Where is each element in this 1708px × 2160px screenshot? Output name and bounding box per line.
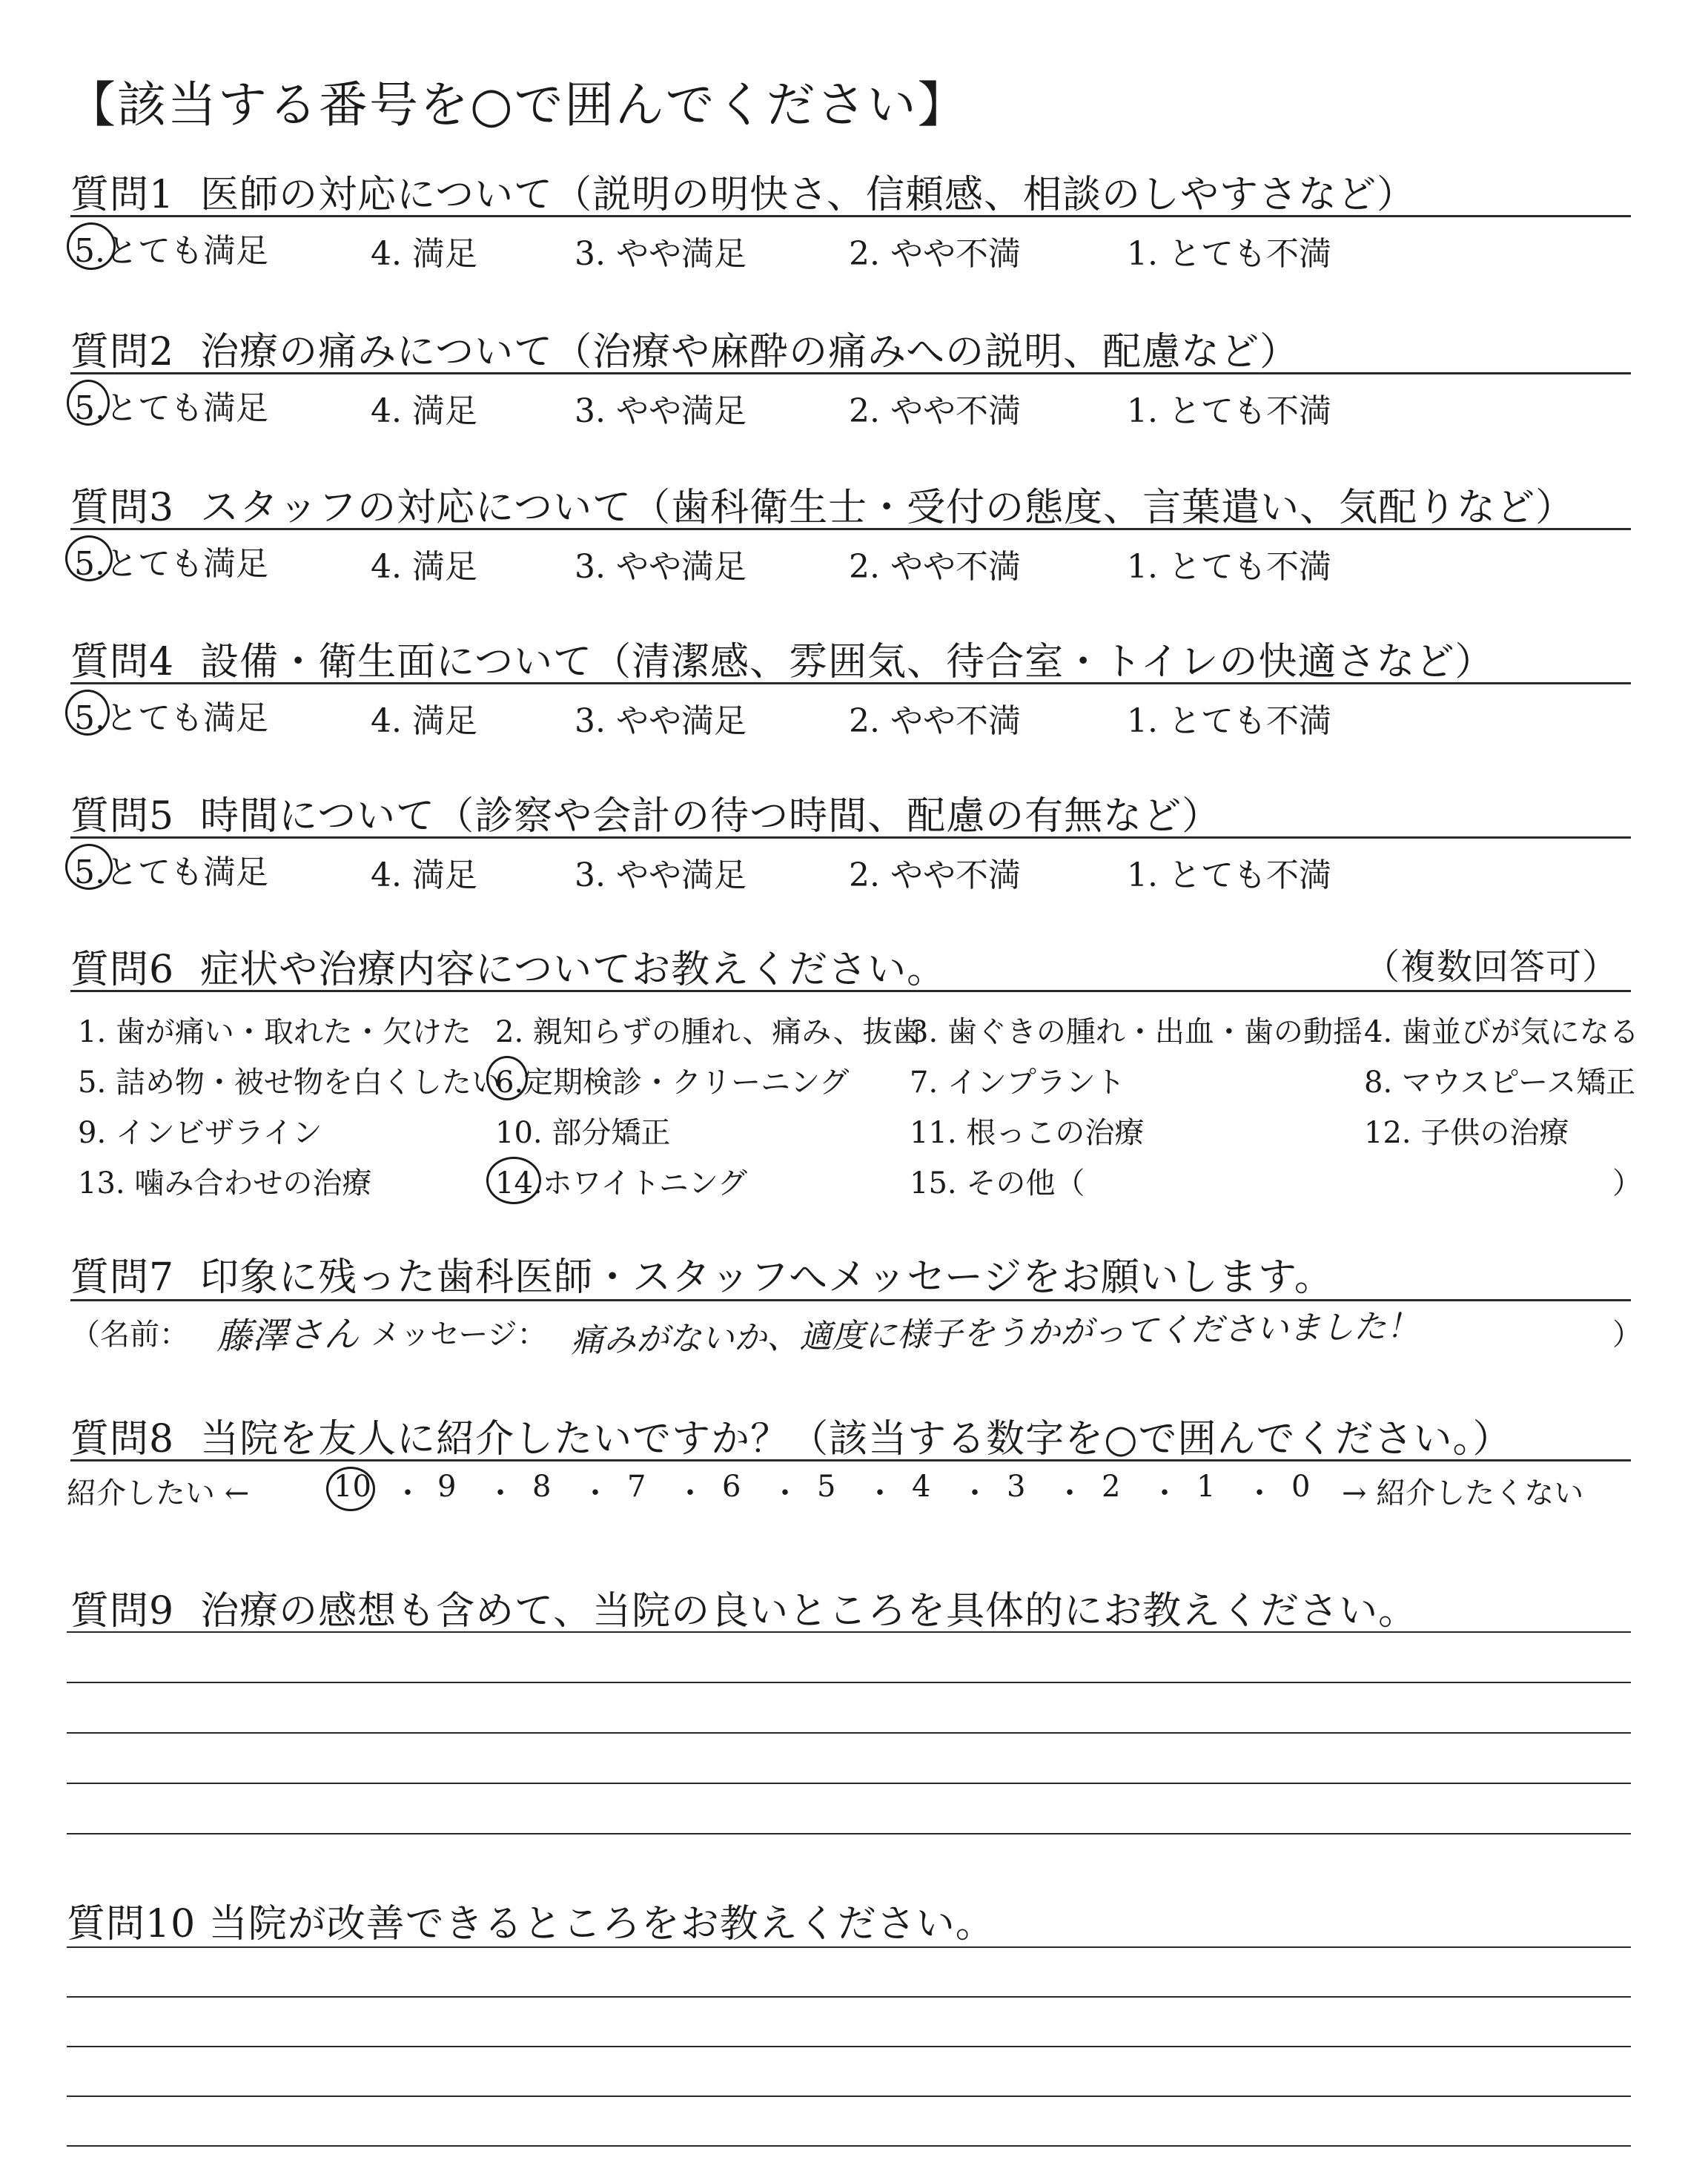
question-5-number: 質問5 bbox=[70, 794, 175, 839]
question-1-text: 医師の対応について（説明の明快さ、信頼感、相談のしやすさなど） bbox=[200, 173, 1417, 217]
q3-option-2[interactable]: 2. やや不満 bbox=[849, 548, 1021, 586]
q5-option-3[interactable]: 3. やや満足 bbox=[575, 856, 747, 894]
q6-selected-circle-6 bbox=[486, 1056, 528, 1100]
question-6-text: 症状や治療内容についてお教えください。 bbox=[200, 948, 947, 992]
question-4 bbox=[70, 630, 1494, 686]
q8-right-label: → 紹介したくない bbox=[1342, 1476, 1584, 1510]
q4-option-5[interactable]: 5.とても満足 bbox=[74, 699, 268, 737]
q8-score-6[interactable]: 6 bbox=[722, 1470, 741, 1504]
q2-option-2[interactable]: 2. やや不満 bbox=[849, 392, 1021, 430]
q4-option-1[interactable]: 1. とても不満 bbox=[1127, 702, 1331, 740]
q5-option-5[interactable]: 5.とても満足 bbox=[74, 853, 268, 891]
answer-line bbox=[67, 1946, 1631, 1948]
q2-selected-circle bbox=[67, 380, 110, 426]
q6-option-14[interactable]: 14.ホワイトニング bbox=[495, 1166, 748, 1200]
q1-option-5[interactable]: 5.とても満足 bbox=[74, 232, 268, 270]
answer-line bbox=[67, 1732, 1631, 1734]
question-7-text: 印象に残った歯科医師・スタッフへメッセージをお願いします。 bbox=[200, 1255, 1334, 1300]
q3-selected-circle bbox=[65, 535, 113, 581]
question-6-number: 質問6 bbox=[70, 948, 175, 992]
divider bbox=[70, 372, 1631, 374]
question-3-number: 質問3 bbox=[70, 486, 175, 530]
q6-selected-circle-14 bbox=[486, 1157, 541, 1204]
q2-option-4[interactable]: 4. 満足 bbox=[371, 392, 477, 430]
question-5 bbox=[70, 785, 1221, 840]
q7-message-value[interactable]: 痛みがないか、適度に様子をうかがってくださいました！ bbox=[570, 1307, 1420, 1360]
page-title: 【該当する番号を○で囲んでください】 bbox=[67, 76, 968, 133]
question-7 bbox=[70, 1246, 1334, 1301]
answer-line bbox=[67, 1996, 1631, 1998]
q7-name-value[interactable]: 藤澤さん bbox=[216, 1313, 360, 1358]
q8-score-3[interactable]: 3 bbox=[1007, 1470, 1026, 1504]
q4-option-2[interactable]: 2. やや不満 bbox=[849, 702, 1021, 740]
answer-line bbox=[67, 1631, 1631, 1633]
q6-option-8[interactable]: 8. マウスピース矯正 bbox=[1364, 1066, 1636, 1100]
q6-option-15-close: ） bbox=[1612, 1166, 1642, 1200]
q3-option-4[interactable]: 4. 満足 bbox=[371, 548, 477, 586]
divider bbox=[70, 836, 1631, 839]
question-6-note: （複数回答可） bbox=[1364, 946, 1619, 988]
q7-message-label: メッセージ： bbox=[371, 1318, 547, 1352]
q3-option-5[interactable]: 5.とても満足 bbox=[74, 545, 268, 583]
q1-option-1[interactable]: 1. とても不満 bbox=[1127, 235, 1331, 273]
question-8-text: 当院を友人に紹介したいですか？（該当する数字を○で囲んでください。） bbox=[200, 1417, 1512, 1462]
q4-selected-circle bbox=[65, 690, 110, 736]
q8-dot: ・ bbox=[865, 1476, 895, 1510]
answer-line bbox=[67, 2095, 1631, 2097]
q8-score-0[interactable]: 0 bbox=[1291, 1470, 1311, 1504]
question-4-number: 質問4 bbox=[70, 640, 175, 684]
divider bbox=[70, 215, 1631, 217]
q8-selected-circle bbox=[326, 1467, 375, 1511]
q8-dot: ・ bbox=[1150, 1476, 1179, 1510]
q6-option-4[interactable]: 4. 歯並びが気になる bbox=[1364, 1015, 1639, 1049]
question-10-text: 当院が改善できるところをお教えください。 bbox=[208, 1902, 995, 1946]
question-9-text: 治療の感想も含めて、当院の良いところを具体的にお教えください。 bbox=[200, 1589, 1418, 1634]
q8-score-1[interactable]: 1 bbox=[1196, 1470, 1216, 1504]
q6-option-5[interactable]: 5. 詰め物・被せ物を白くしたい bbox=[78, 1066, 501, 1100]
q1-option-4[interactable]: 4. 満足 bbox=[371, 235, 477, 273]
q8-left-label: 紹介したい ← bbox=[67, 1476, 250, 1510]
q8-dot: ・ bbox=[770, 1476, 800, 1510]
q8-dot: ・ bbox=[1055, 1476, 1085, 1510]
q8-dot: ・ bbox=[960, 1476, 990, 1510]
q2-option-5[interactable]: 5.とても満足 bbox=[74, 389, 268, 427]
question-8 bbox=[70, 1407, 1512, 1463]
divider bbox=[70, 682, 1631, 684]
q6-option-6[interactable]: 6.定期検診・クリーニング bbox=[495, 1066, 850, 1100]
q6-option-2[interactable]: 2. 親知らずの腫れ、痛み、抜歯 bbox=[495, 1015, 922, 1049]
question-7-number: 質問7 bbox=[70, 1255, 175, 1300]
answer-line bbox=[67, 1783, 1631, 1784]
q1-option-3[interactable]: 3. やや満足 bbox=[575, 235, 747, 273]
q8-dot: ・ bbox=[1245, 1476, 1274, 1510]
question-8-number: 質問8 bbox=[70, 1417, 175, 1462]
q6-option-7[interactable]: 7. インプラント bbox=[910, 1066, 1125, 1100]
q1-selected-circle bbox=[67, 222, 116, 270]
q8-dot: ・ bbox=[675, 1476, 705, 1510]
q5-option-1[interactable]: 1. とても不満 bbox=[1127, 856, 1331, 894]
question-6 bbox=[70, 938, 946, 994]
q8-dot: ・ bbox=[486, 1476, 515, 1510]
divider bbox=[70, 990, 1631, 992]
q8-score-9[interactable]: 9 bbox=[437, 1470, 457, 1504]
question-9 bbox=[70, 1579, 1417, 1635]
question-1 bbox=[70, 163, 1416, 219]
q3-option-3[interactable]: 3. やや満足 bbox=[575, 548, 747, 586]
q6-option-1[interactable]: 1. 歯が痛い・取れた・欠けた bbox=[78, 1015, 471, 1049]
q8-dot: ・ bbox=[393, 1476, 423, 1510]
q4-option-4[interactable]: 4. 満足 bbox=[371, 702, 477, 740]
question-2 bbox=[70, 320, 1299, 376]
q6-option-3[interactable]: 3. 歯ぐきの腫れ・出血・歯の動揺 bbox=[910, 1015, 1363, 1049]
question-9-number: 質問9 bbox=[70, 1589, 175, 1634]
question-5-text: 時間について（診察や会計の待つ時間、配慮の有無など） bbox=[200, 794, 1222, 839]
q8-score-5[interactable]: 5 bbox=[817, 1470, 836, 1504]
q8-dot: ・ bbox=[580, 1476, 610, 1510]
question-3-text: スタッフの対応について（歯科衛生士・受付の態度、言葉遣い、気配りなど） bbox=[200, 486, 1575, 530]
q6-option-9[interactable]: 9. インビザライン bbox=[78, 1116, 322, 1150]
q8-score-10[interactable]: 10 bbox=[334, 1470, 371, 1504]
q2-option-3[interactable]: 3. やや満足 bbox=[575, 392, 747, 430]
q1-option-2[interactable]: 2. やや不満 bbox=[849, 235, 1021, 273]
question-2-text: 治療の痛みについて（治療や麻酔の痛みへの説明、配慮など） bbox=[200, 330, 1300, 374]
divider bbox=[70, 1459, 1631, 1462]
answer-line bbox=[67, 1682, 1631, 1683]
q6-option-10[interactable]: 10. 部分矯正 bbox=[495, 1116, 671, 1150]
q6-option-15[interactable]: 15. その他（ bbox=[910, 1166, 1085, 1200]
q7-name-label: （名前： bbox=[70, 1318, 189, 1352]
q5-selected-circle bbox=[65, 844, 113, 890]
question-2-number: 質問2 bbox=[70, 330, 175, 374]
q8-score-7[interactable]: 7 bbox=[627, 1470, 646, 1504]
answer-line bbox=[67, 1833, 1631, 1834]
q8-score-8[interactable]: 8 bbox=[532, 1470, 552, 1504]
q6-option-12[interactable]: 12. 子供の治療 bbox=[1364, 1116, 1569, 1150]
divider bbox=[70, 528, 1631, 530]
q8-score-4[interactable]: 4 bbox=[912, 1470, 931, 1504]
q3-option-1[interactable]: 1. とても不満 bbox=[1127, 548, 1331, 586]
question-1-number: 質問1 bbox=[70, 173, 175, 217]
q5-option-4[interactable]: 4. 満足 bbox=[371, 856, 477, 894]
q7-close-paren: ） bbox=[1612, 1318, 1642, 1352]
question-4-text: 設備・衛生面について（清潔感、雰囲気、待合室・トイレの快適さなど） bbox=[200, 640, 1494, 684]
answer-line bbox=[67, 2145, 1631, 2147]
q5-option-2[interactable]: 2. やや不満 bbox=[849, 856, 1021, 894]
q2-option-1[interactable]: 1. とても不満 bbox=[1127, 392, 1331, 430]
q6-option-11[interactable]: 11. 根っこの治療 bbox=[910, 1116, 1145, 1150]
question-3 bbox=[70, 476, 1575, 532]
question-10 bbox=[67, 1892, 995, 1948]
q8-score-2[interactable]: 2 bbox=[1102, 1470, 1121, 1504]
q4-option-3[interactable]: 3. やや満足 bbox=[575, 702, 747, 740]
answer-line bbox=[67, 2046, 1631, 2047]
q6-option-13[interactable]: 13. 噛み合わせの治療 bbox=[78, 1166, 372, 1200]
question-10-number: 質問10 bbox=[67, 1902, 196, 1946]
